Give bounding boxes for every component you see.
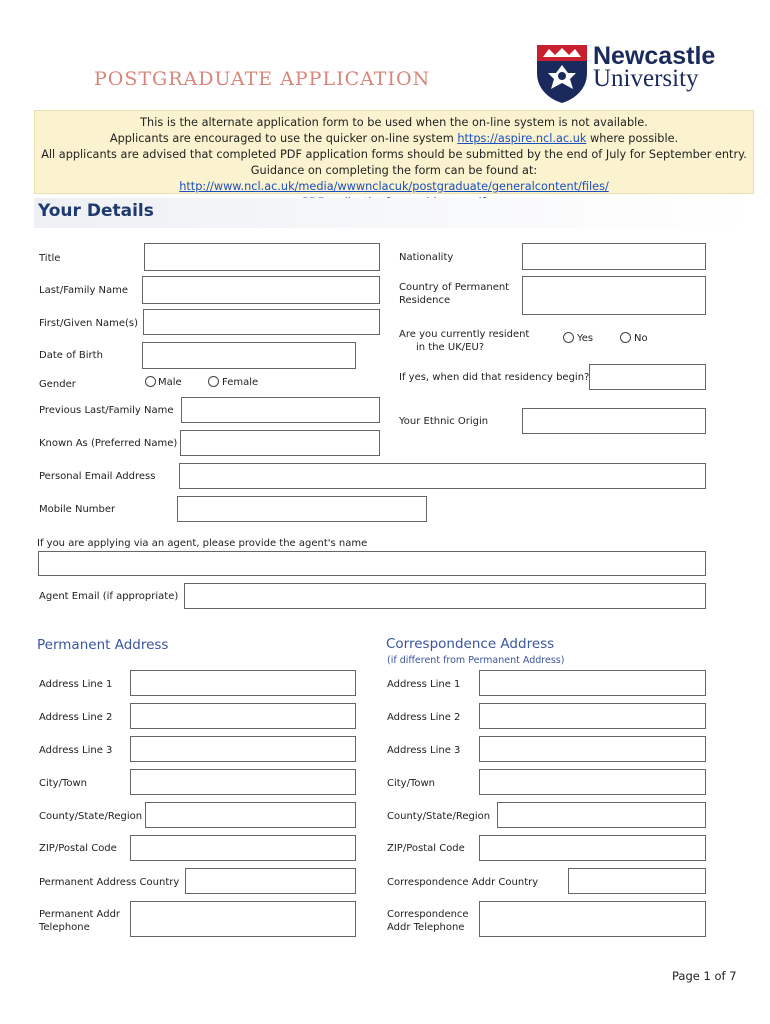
known-as-input[interactable] (180, 430, 380, 456)
perm-county-label: County/State/Region (39, 811, 143, 822)
country-residence-label: Country of Permanent (399, 282, 510, 293)
ethnic-origin-input[interactable] (522, 408, 706, 434)
perm-line1-label: Address Line 1 (39, 679, 113, 690)
gender-label: Gender (39, 379, 76, 390)
permanent-address-heading: Permanent Address (37, 637, 169, 653)
male-label: Male (158, 377, 182, 388)
mobile-input[interactable] (177, 496, 427, 522)
notice-line: This is the alternate application form to be used when the on-line system is not available. (140, 116, 648, 129)
mobile-label: Mobile Number (39, 504, 116, 515)
agent-email-label: Agent Email (if appropriate) (39, 591, 179, 602)
email-label: Personal Email Address (39, 471, 156, 482)
ethnic-origin-label: Your Ethnic Origin (399, 416, 489, 427)
correspondence-address-heading: Correspondence Address (386, 636, 555, 652)
notice-text: Applicants are encouraged to use the quicker on-line system (109, 132, 458, 145)
first-name-label: First/Given Name(s) (39, 318, 139, 329)
corr-city-input[interactable] (479, 769, 706, 795)
corr-line1-label: Address Line 1 (387, 679, 461, 690)
notice-text: where possible. (586, 132, 679, 145)
residency-begin-label: If yes, when did that residency begin? (399, 372, 590, 383)
logo-text-university: University (593, 65, 699, 92)
perm-line3-label: Address Line 3 (39, 745, 113, 756)
female-label: Female (222, 377, 259, 388)
perm-phone-label-2: Telephone (39, 922, 90, 933)
previous-name-input[interactable] (181, 397, 380, 423)
corr-line3-input[interactable] (479, 736, 706, 762)
agent-name-input[interactable] (38, 551, 706, 576)
female-radio[interactable] (208, 376, 219, 387)
notice-text: Guidance on completing the form can be found at: (250, 164, 538, 177)
nationality-label: Nationality (399, 252, 454, 263)
known-as-label: Known As (Preferred Name) (39, 438, 178, 449)
perm-line2-label: Address Line 2 (39, 712, 113, 723)
guidance-link[interactable]: http://www.ncl.ac.uk/media/wwwnclacuk/postgraduate/generalcontent/files/ (179, 180, 609, 193)
country-residence-label-2: Residence (399, 295, 451, 306)
perm-phone-input[interactable] (130, 901, 356, 937)
corr-line1-input[interactable] (479, 670, 706, 696)
corr-phone-input[interactable] (479, 901, 706, 937)
title-input[interactable] (144, 243, 380, 271)
corr-county-label: County/State/Region (387, 811, 491, 822)
agent-label: If you are applying via an agent, please provide the agent's name (37, 538, 368, 549)
perm-line3-input[interactable] (130, 736, 356, 762)
notice-line (35, 131, 753, 147)
corr-phone-label-2: Addr Telephone (387, 922, 465, 933)
resident-no-radio[interactable] (620, 332, 631, 343)
dob-label: Date of Birth (39, 350, 103, 361)
notice-line (35, 163, 753, 195)
notice-line: All applicants are advised that completed PDF application forms should be submitted by the end of July for September entry. (41, 148, 747, 161)
perm-line2-input[interactable] (130, 703, 356, 729)
perm-phone-label: Permanent Addr (39, 909, 121, 920)
perm-city-input[interactable] (130, 769, 356, 795)
corr-county-input[interactable] (497, 802, 706, 828)
university-crest-logo (535, 43, 589, 105)
resident-yes-radio[interactable] (563, 332, 574, 343)
corr-zip-input[interactable] (479, 835, 706, 861)
corr-city-label: City/Town (387, 778, 436, 789)
corr-zip-label: ZIP/Postal Code (387, 843, 465, 854)
yes-label: Yes (577, 333, 594, 344)
page-number: Page 1 of 7 (672, 969, 737, 983)
title-label: Title (39, 253, 61, 264)
first-name-input[interactable] (143, 309, 380, 335)
perm-county-input[interactable] (145, 802, 356, 828)
your-details-heading: Your Details (38, 201, 154, 221)
perm-country-label: Permanent Address Country (39, 877, 180, 888)
nationality-input[interactable] (522, 243, 706, 270)
perm-zip-input[interactable] (130, 835, 356, 861)
page-title: POSTGRADUATE APPLICATION (94, 68, 431, 90)
last-name-label: Last/Family Name (39, 285, 129, 296)
corr-line2-input[interactable] (479, 703, 706, 729)
resident-question-label-2: in the UK/EU? (416, 342, 485, 353)
dob-input[interactable] (142, 342, 356, 369)
previous-name-label: Previous Last/Family Name (39, 405, 174, 416)
last-name-input[interactable] (142, 276, 380, 304)
residency-begin-input[interactable] (589, 364, 706, 390)
logo-text-newcastle: Newcastle (593, 42, 716, 70)
perm-city-label: City/Town (39, 778, 88, 789)
corr-country-input[interactable] (568, 868, 706, 894)
notice-box (34, 110, 754, 194)
resident-question-label: Are you currently resident (399, 329, 530, 340)
corr-line2-label: Address Line 2 (387, 712, 461, 723)
corr-phone-label: Correspondence (387, 909, 469, 920)
perm-zip-label: ZIP/Postal Code (39, 843, 117, 854)
perm-country-input[interactable] (185, 868, 356, 894)
corr-country-label: Correspondence Addr Country (387, 877, 539, 888)
email-input[interactable] (179, 463, 706, 489)
perm-line1-input[interactable] (130, 670, 356, 696)
corr-line3-label: Address Line 3 (387, 745, 461, 756)
agent-email-input[interactable] (184, 583, 706, 609)
no-label: No (634, 333, 648, 344)
correspondence-note: (if different from Permanent Address) (387, 655, 565, 666)
aspire-link[interactable]: https://aspire.ncl.ac.uk (457, 132, 587, 145)
country-residence-input[interactable] (522, 276, 706, 315)
male-radio[interactable] (145, 376, 156, 387)
